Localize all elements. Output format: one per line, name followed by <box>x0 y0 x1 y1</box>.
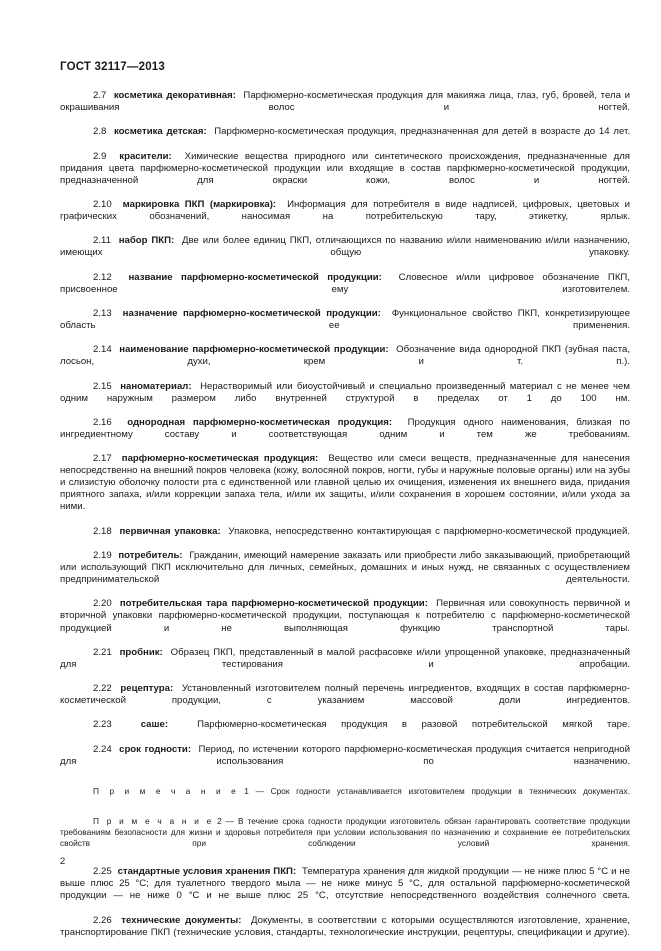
clause-definition: Первичная или совокупность первичной и вторичной упаковки парфюмерно-косметической продукции, поступающая к потребителю с парфюмерно-косметической продукцией и не выполняющая функцию транспортной тары. <box>60 598 630 634</box>
clause-term: потребитель: <box>118 550 183 562</box>
clause-definition: Две или более единиц ПКП, отличающихся по названию и/или наименованию и/или назначению, имеющих общую упаковку. <box>60 235 630 259</box>
clause-number: 2.18 <box>93 525 112 537</box>
clause-number: 2.15 <box>93 380 112 392</box>
clause-term: наименование парфюмерно-косметической продукции: <box>119 344 389 356</box>
clause-2-10 <box>60 199 630 235</box>
clause-2-20 <box>60 598 630 646</box>
clause-definition: Вещество или смеси веществ, предназначенные для нанесения непосредственно на внешний покров человека (кожу, волосяной покров, ногти, губы и наружные половые органы) или на зубы и слизистую оболочку полости рта с единственной или главной целью их очищения, изменения их внешнего вида, придания приятного запаха, и/или коррекции запаха тела, и/или их защиты, и/или сохранения в хорошем состоянии, и/или ухода за ними. <box>60 453 630 513</box>
clause-number: 2.16 <box>93 416 112 428</box>
note-dash: — <box>255 786 264 797</box>
clause-2-12 <box>60 272 630 308</box>
clause-definition: Нерастворимый или биоустойчивый и специально произведенный материал с не менее чем одним наружным размером либо внутренней структурой в пределах от 1 до 100 нм. <box>60 380 630 404</box>
note-number: 2 <box>217 815 222 826</box>
clause-2-15 <box>60 381 630 417</box>
clause-number: 2.8 <box>93 126 107 138</box>
page-header-standard-number: ГОСТ 32117—2013 <box>60 61 165 73</box>
clause-2-14 <box>60 344 630 380</box>
clause-2-17 <box>60 453 630 525</box>
clause-2-18 <box>60 526 630 550</box>
clause-term: рецептура: <box>120 683 174 695</box>
clause-term: технические документы: <box>121 914 242 926</box>
clause-definition: Упаковка, непосредственно контактирующая с парфюмерно-косметической продукцией. <box>228 525 631 537</box>
clause-term: саше: <box>140 719 169 731</box>
clause-definition: Температура хранения для жидкой продукции — не ниже плюс 5 °С и не выше плюс 25 °С; для туалетного твердого мыла — не ниже минус 5 °С, для остальной парфюмерно-косметической продукции — не ниже 0 °С и не выше плюс 25 °С, отсутствие непосредственного воздействия солнечного света. <box>60 866 630 902</box>
clause-term: наноматериал: <box>120 380 192 392</box>
clause-number: 2.10 <box>93 198 112 210</box>
clause-term: потребительская тара парфюмерно-косметической продукции: <box>119 598 428 610</box>
clause-definition: Химические вещества природного или синтетического происхождения, предназначенные для придания цвета парфюмерно-косметической продукции или входящие в состав парфюмерно-косметической продукции, предназначенной для окраски кожи, волос и ногтей. <box>60 150 630 186</box>
note-dash: — <box>225 815 235 826</box>
clause-term: маркировка ПКП (маркировка): <box>122 198 277 210</box>
note-number: 1 <box>244 786 249 797</box>
clause-definition: Образец ПКП, представленный в малой расфасовке и/или упрощенной упаковке, предназначенный для тестирования и апробации. <box>60 646 630 670</box>
clause-2-8 <box>60 126 630 150</box>
clause-term: стандартные условия хранения ПКП: <box>117 866 297 878</box>
clause-term: срок годности: <box>119 743 192 755</box>
clause-definition: Парфюмерно-косметическая продукция для макияжа лица, глаз, губ, бровей, тела и окрашивания волос и ногтей. <box>60 90 630 114</box>
clause-2-25 <box>60 866 630 914</box>
clause-definition: Словесное и/или цифровое обозначение ПКП, присвоенное ему изготовителем. <box>60 271 630 295</box>
page-number: 2 <box>60 855 66 866</box>
clause-2-13 <box>60 308 630 344</box>
clause-2-26 <box>60 915 630 951</box>
clause-term: назначение парфюмерно-косметической продукции: <box>122 307 381 319</box>
clause-term: первичная упаковка: <box>119 525 221 537</box>
clause-definition: Парфюмерно-косметическая продукция, предназначенная для детей в возрасте до 14 лет. <box>214 126 630 138</box>
clause-number: 2.20 <box>93 598 112 610</box>
clause-2-23 <box>60 719 630 743</box>
clause-definition: Гражданин, имеющий намерение заказать или приобрести либо заказывающий, приобретающий или использующий ПКП исключительно для личных, семейных, домашних и иных нужд, не связанных с осуществлением предпринимательской деятельности. <box>60 550 630 586</box>
note-label: П р и м е ч а н и е <box>93 786 238 797</box>
clause-number: 2.7 <box>93 90 107 101</box>
clause-2-11 <box>60 235 630 271</box>
clause-number: 2.17 <box>93 453 112 465</box>
clause-definition: Период, по истечении которого парфюмерно-косметическая продукция считается непригодной для использования по назначению. <box>60 743 630 767</box>
clause-2-21 <box>60 647 630 683</box>
clause-term: набор ПКП: <box>118 235 175 247</box>
clause-number: 2.14 <box>93 344 112 356</box>
clause-number: 2.9 <box>93 150 107 162</box>
note-text: Срок годности устанавливается изготовителем продукции в технических документах. <box>270 786 631 797</box>
clause-number: 2.25 <box>93 866 112 878</box>
note-text: В течение срока годности продукции изготовитель обязан гарантировать соответствие продукции требованиям безопасности для жизни и здоровья потребителя при условии использования по назначению и сохранение ее потребительских свойств при соблюдении условий хранения. <box>60 815 631 849</box>
clause-term: название парфюмерно-косметической продукции: <box>128 271 382 283</box>
clause-number: 2.19 <box>93 550 112 562</box>
clause-term: однородная парфюмерно-косметическая продукция: <box>127 416 393 428</box>
clause-term: косметика детская: <box>113 126 207 138</box>
clause-number: 2.13 <box>93 307 112 319</box>
clause-number: 2.21 <box>93 646 112 658</box>
clause-definition: Продукция одного наименования, близкая по ингредиентному составу и соответствующая одним и тем же требованиям. <box>60 416 630 440</box>
clause-number: 2.12 <box>93 271 112 283</box>
clause-definition: Парфюмерно-косметическая продукция в разовой потребительской мягкой таре. <box>197 719 630 731</box>
page-content <box>60 90 630 951</box>
clause-term: пробник: <box>119 646 163 658</box>
note-label: П р и м е ч а н и е <box>93 815 214 826</box>
clause-number: 2.11 <box>93 235 111 247</box>
clause-term: парфюмерно-косметическая продукция: <box>121 453 319 465</box>
clause-definition: Функциональное свойство ПКП, конкретизирующее область ее применения. <box>60 307 630 332</box>
clause-definition: Информация для потребителя в виде надписей, цифровых, цветовых и графических обозначений, наносимая на потребительскую тару, этикетку, ярлык. <box>60 198 630 223</box>
clause-2-16 <box>60 417 630 453</box>
clause-2-24 <box>60 744 630 780</box>
clause-definition: Документы, в соответствии с которыми осуществляются изготовление, хранение, транспортирование ПКП (технические условия, стандарты, технологические инструкции, рецептуры, спецификации и другие). <box>60 914 630 938</box>
clause-term: красители: <box>119 150 172 162</box>
clause-2-9 <box>60 151 630 199</box>
note-2 <box>60 816 630 862</box>
clause-term: косметика декоративная: <box>113 90 236 101</box>
clause-definition: Установленный изготовителем полный перечень ингредиентов, входящих в состав парфюмерно-косметической продукции, с указанием массовой доли ингредиентов. <box>60 683 630 707</box>
clause-2-22 <box>60 683 630 719</box>
clause-2-19 <box>60 550 630 598</box>
note-1 <box>60 786 630 809</box>
clause-number: 2.22 <box>93 683 112 695</box>
clause-definition: Обозначение вида однородной ПКП (зубная паста, лосьон, духи, крем и т. п.). <box>60 344 630 368</box>
clause-number: 2.23 <box>93 719 112 731</box>
clause-2-7 <box>60 90 630 126</box>
clause-number: 2.24 <box>93 743 112 755</box>
clause-number: 2.26 <box>93 914 112 926</box>
